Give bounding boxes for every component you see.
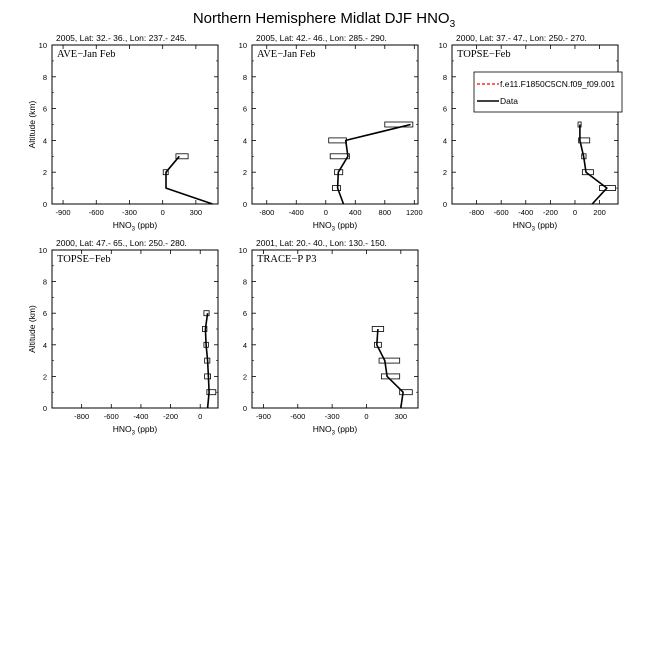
x-tick-label: -400: [288, 208, 304, 217]
x-label-sub: 3: [331, 430, 336, 437]
legend-data-label: Data: [500, 96, 518, 106]
y-tick-label: 8: [42, 277, 47, 287]
y-tick-label: 6: [442, 104, 447, 114]
y-tick-label: 0: [42, 404, 47, 413]
plot-frame: [252, 250, 418, 408]
x-tick-label: 1200: [405, 208, 423, 217]
x-tick-label: -400: [518, 208, 534, 217]
x-tick-label: -200: [542, 208, 558, 217]
y-tick-label: 6: [42, 309, 47, 319]
y-tick-label: 10: [38, 41, 47, 50]
y-tick-label: 2: [242, 168, 247, 178]
y-tick-label: 2: [242, 372, 247, 382]
panel-1: [27, 33, 218, 233]
y-tick-label: 2: [42, 168, 47, 178]
y-tick-label: 0: [242, 404, 247, 413]
y-tick-label: 0: [242, 200, 247, 209]
campaign-label: TOPSE−Feb: [57, 254, 111, 265]
x-tick-label: 0: [160, 208, 165, 217]
x-tick-label: -800: [469, 208, 485, 217]
panel-header: 2000, Lat: 37.- 47., Lon: 250.- 270.: [456, 33, 587, 43]
data-range-box: [204, 311, 209, 316]
y-tick-label: 6: [242, 104, 247, 114]
campaign-label: TRACE−P P3: [257, 254, 317, 265]
x-label-unit: (ppb): [535, 220, 558, 230]
x-label-sub: 3: [531, 226, 536, 233]
data-range-box: [379, 358, 400, 363]
x-label-sub: 3: [131, 226, 136, 233]
y-tick-label: 10: [238, 41, 247, 50]
x-label-unit: (ppb): [135, 424, 158, 434]
y-tick-label: 6: [242, 309, 247, 319]
x-label-unit: (ppb): [135, 220, 158, 230]
x-axis-label: [513, 220, 558, 233]
y-axis-label: Altitude (km): [27, 100, 37, 149]
campaign-label: TOPSE−Feb: [457, 49, 511, 60]
y-tick-label: 4: [442, 136, 447, 146]
x-tick-label: -600: [493, 208, 509, 217]
data-range-box: [381, 374, 399, 379]
panels-group: [27, 33, 622, 437]
y-tick-label: 8: [42, 72, 47, 82]
x-axis-label: [313, 424, 358, 437]
x-tick-label: -900: [55, 208, 71, 217]
panel-4: [27, 238, 218, 437]
y-tick-label: 6: [42, 104, 47, 114]
x-tick-label: -400: [133, 412, 149, 421]
y-tick-label: 8: [442, 72, 447, 82]
series-line-1: [580, 125, 607, 205]
data-range-box: [332, 186, 340, 191]
panel-3: [439, 33, 618, 233]
x-label-main: HNO: [312, 424, 332, 434]
panel-5: [239, 238, 418, 437]
x-tick-label: 300: [189, 208, 203, 217]
x-tick-label: 0: [572, 208, 578, 217]
y-tick-label: 0: [42, 200, 47, 209]
legend-box: [474, 72, 622, 112]
x-tick-label: 800: [378, 208, 392, 217]
y-tick-label: 10: [38, 246, 47, 255]
x-tick-label: -300: [324, 412, 340, 421]
data-range-box: [329, 138, 347, 143]
x-tick-label: 0: [323, 208, 328, 217]
legend-model-label: f.e11.F1850C5CN.f09_f09.001: [500, 79, 616, 89]
campaign-label: AVE−Jan Feb: [257, 49, 316, 60]
y-tick-label: 8: [242, 277, 247, 287]
x-label-main: HNO: [312, 220, 332, 230]
y-tick-label: 4: [42, 136, 47, 146]
y-axis-label: Altitude (km): [27, 305, 37, 353]
panel-header: 2005, Lat: 32.- 36., Lon: 237.- 245.: [56, 33, 187, 43]
panel-2: [239, 33, 423, 233]
legend: [474, 72, 622, 112]
y-tick-label: 4: [242, 136, 247, 146]
x-label-sub: 3: [131, 430, 136, 437]
plot-frame: [52, 45, 218, 204]
x-tick-label: 300: [394, 412, 408, 421]
y-tick-label: 0: [442, 200, 447, 209]
plot-frame: [52, 250, 218, 408]
series-line-1: [377, 329, 403, 408]
x-tick-label: -900: [255, 412, 271, 421]
x-tick-label: 0: [198, 412, 203, 421]
x-tick-label: -200: [163, 412, 179, 421]
x-tick-label: -600: [88, 208, 104, 217]
x-label-unit: (ppb): [335, 220, 358, 230]
y-tick-label: 4: [42, 340, 47, 350]
x-tick-label: -800: [259, 208, 275, 217]
y-tick-label: 8: [242, 72, 247, 82]
panel-header: 2001, Lat: 20.- 40., Lon: 130.- 150.: [256, 238, 387, 248]
x-label-main: HNO: [112, 220, 132, 230]
x-axis-label: [313, 220, 358, 233]
campaign-label: AVE−Jan Feb: [57, 49, 116, 60]
x-tick-label: -600: [290, 412, 306, 421]
y-tick-label: 10: [438, 41, 447, 50]
y-tick-label: 2: [42, 372, 47, 382]
series-line-1: [338, 125, 411, 205]
x-label-main: HNO: [512, 220, 532, 230]
x-tick-label: -600: [103, 412, 119, 421]
x-tick-label: 200: [593, 208, 606, 217]
x-axis-label: [113, 220, 158, 233]
x-tick-label: -800: [74, 412, 90, 421]
x-axis-label: [113, 424, 158, 437]
x-label-unit: (ppb): [335, 424, 358, 434]
x-tick-label: -300: [121, 208, 137, 217]
figure-title: Northern Hemisphere Midlat DJF $HNO_3$: [192, 10, 456, 30]
x-label-main: HNO: [112, 424, 132, 434]
panel-header: 2000, Lat: 47.- 65., Lon: 250.- 280.: [56, 238, 187, 248]
y-tick-label: 2: [442, 168, 447, 178]
x-tick-label: 0: [364, 412, 369, 421]
y-tick-label: 10: [238, 246, 247, 255]
series-line-1: [166, 156, 213, 204]
plot-frame: [452, 45, 618, 204]
x-tick-label: 400: [349, 208, 362, 217]
x-label-sub: 3: [331, 226, 336, 233]
y-tick-label: 4: [242, 340, 247, 350]
panel-header: 2005, Lat: 42.- 46., Lon: 285.- 290.: [256, 33, 387, 43]
